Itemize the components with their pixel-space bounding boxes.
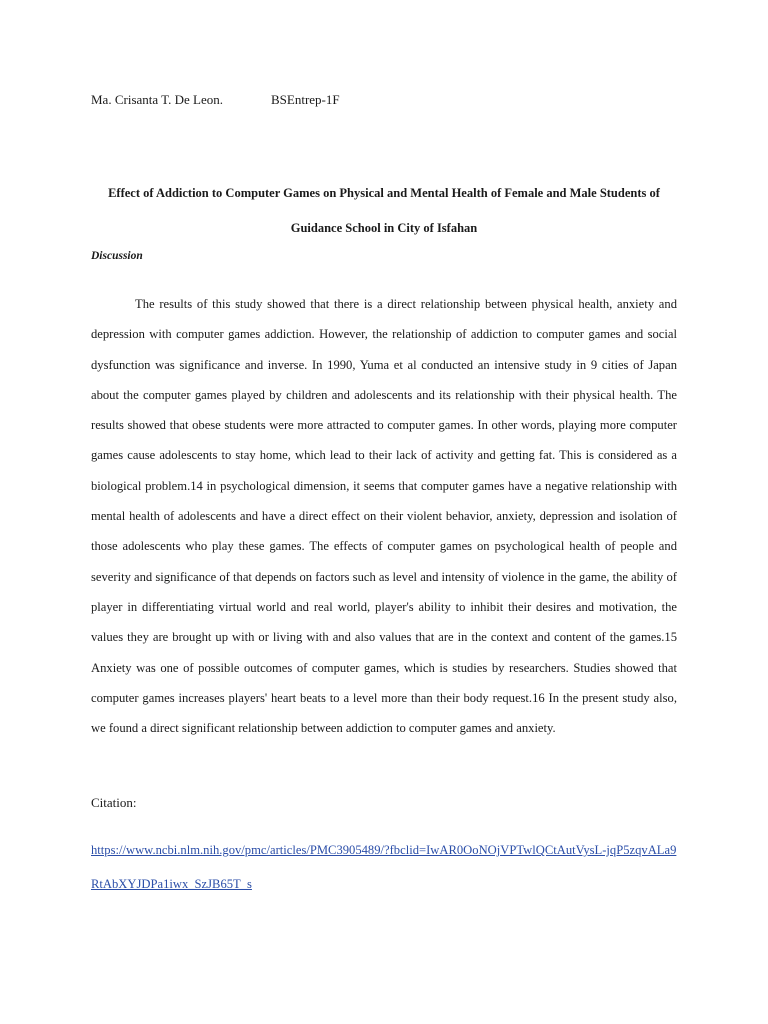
citation-label: Citation: — [91, 795, 137, 810]
header-line — [91, 92, 340, 108]
section-heading: Discussion — [91, 250, 143, 262]
document-title: Effect of Addiction to Computer Games on Physical and Mental Health of Female and Male Students of Guidance School in City of Isfahan — [108, 186, 660, 235]
citation-link[interactable]: https://www.ncbi.nlm.nih.gov/pmc/articles/PMC3905489/?fbclid=IwAR0OoNOjVPTwlQCtAutVysL-jqP5zqvALa9RtAbXYJDPa1iwx_SzJB65T_s — [91, 843, 677, 891]
course-code: BSEntrep-1F — [271, 92, 340, 107]
author-name: Ma. Crisanta T. De Leon. — [91, 92, 224, 107]
discussion-paragraph: The results of this study showed that there is a direct relationship between physical health, anxiety and depression with computer games addiction. However, the relationship of addiction to computer games and social dysfunction was significance and inverse. In 1990, Yuma et al conducted an intensive study in 9 cities of Japan about the computer games played by children and adolescents and its relationship with their physical health. The results showed that obese students were more attracted to computer games. In other words, playing more computer games cause adolescents to stay home, which lead to their lack of activity and getting fat. This is considered as a biological problem.14 in psychological dimension, it seems that computer games have a negative relationship with mental health of adolescents and have a direct effect on their violent behavior, anxiety, depression and isolation of those adolescents who play these games. The effects of computer games on psychological health of people and severity and significance of that depends on factors such as level and intensity of violence in the game, the ability of player in differentiating virtual world and real world, player's ability to inhibit their desires and motivation, the values they are brought up with or living with and also values that are in the context and content of the games.15 Anxiety was one of possible outcomes of computer games, which is studies by researchers. Studies showed that computer games increases players' heart beats to a level more than their body request.16 In the present study also, we found a direct significant relationship between addiction to computer games and anxiety. — [91, 297, 677, 736]
